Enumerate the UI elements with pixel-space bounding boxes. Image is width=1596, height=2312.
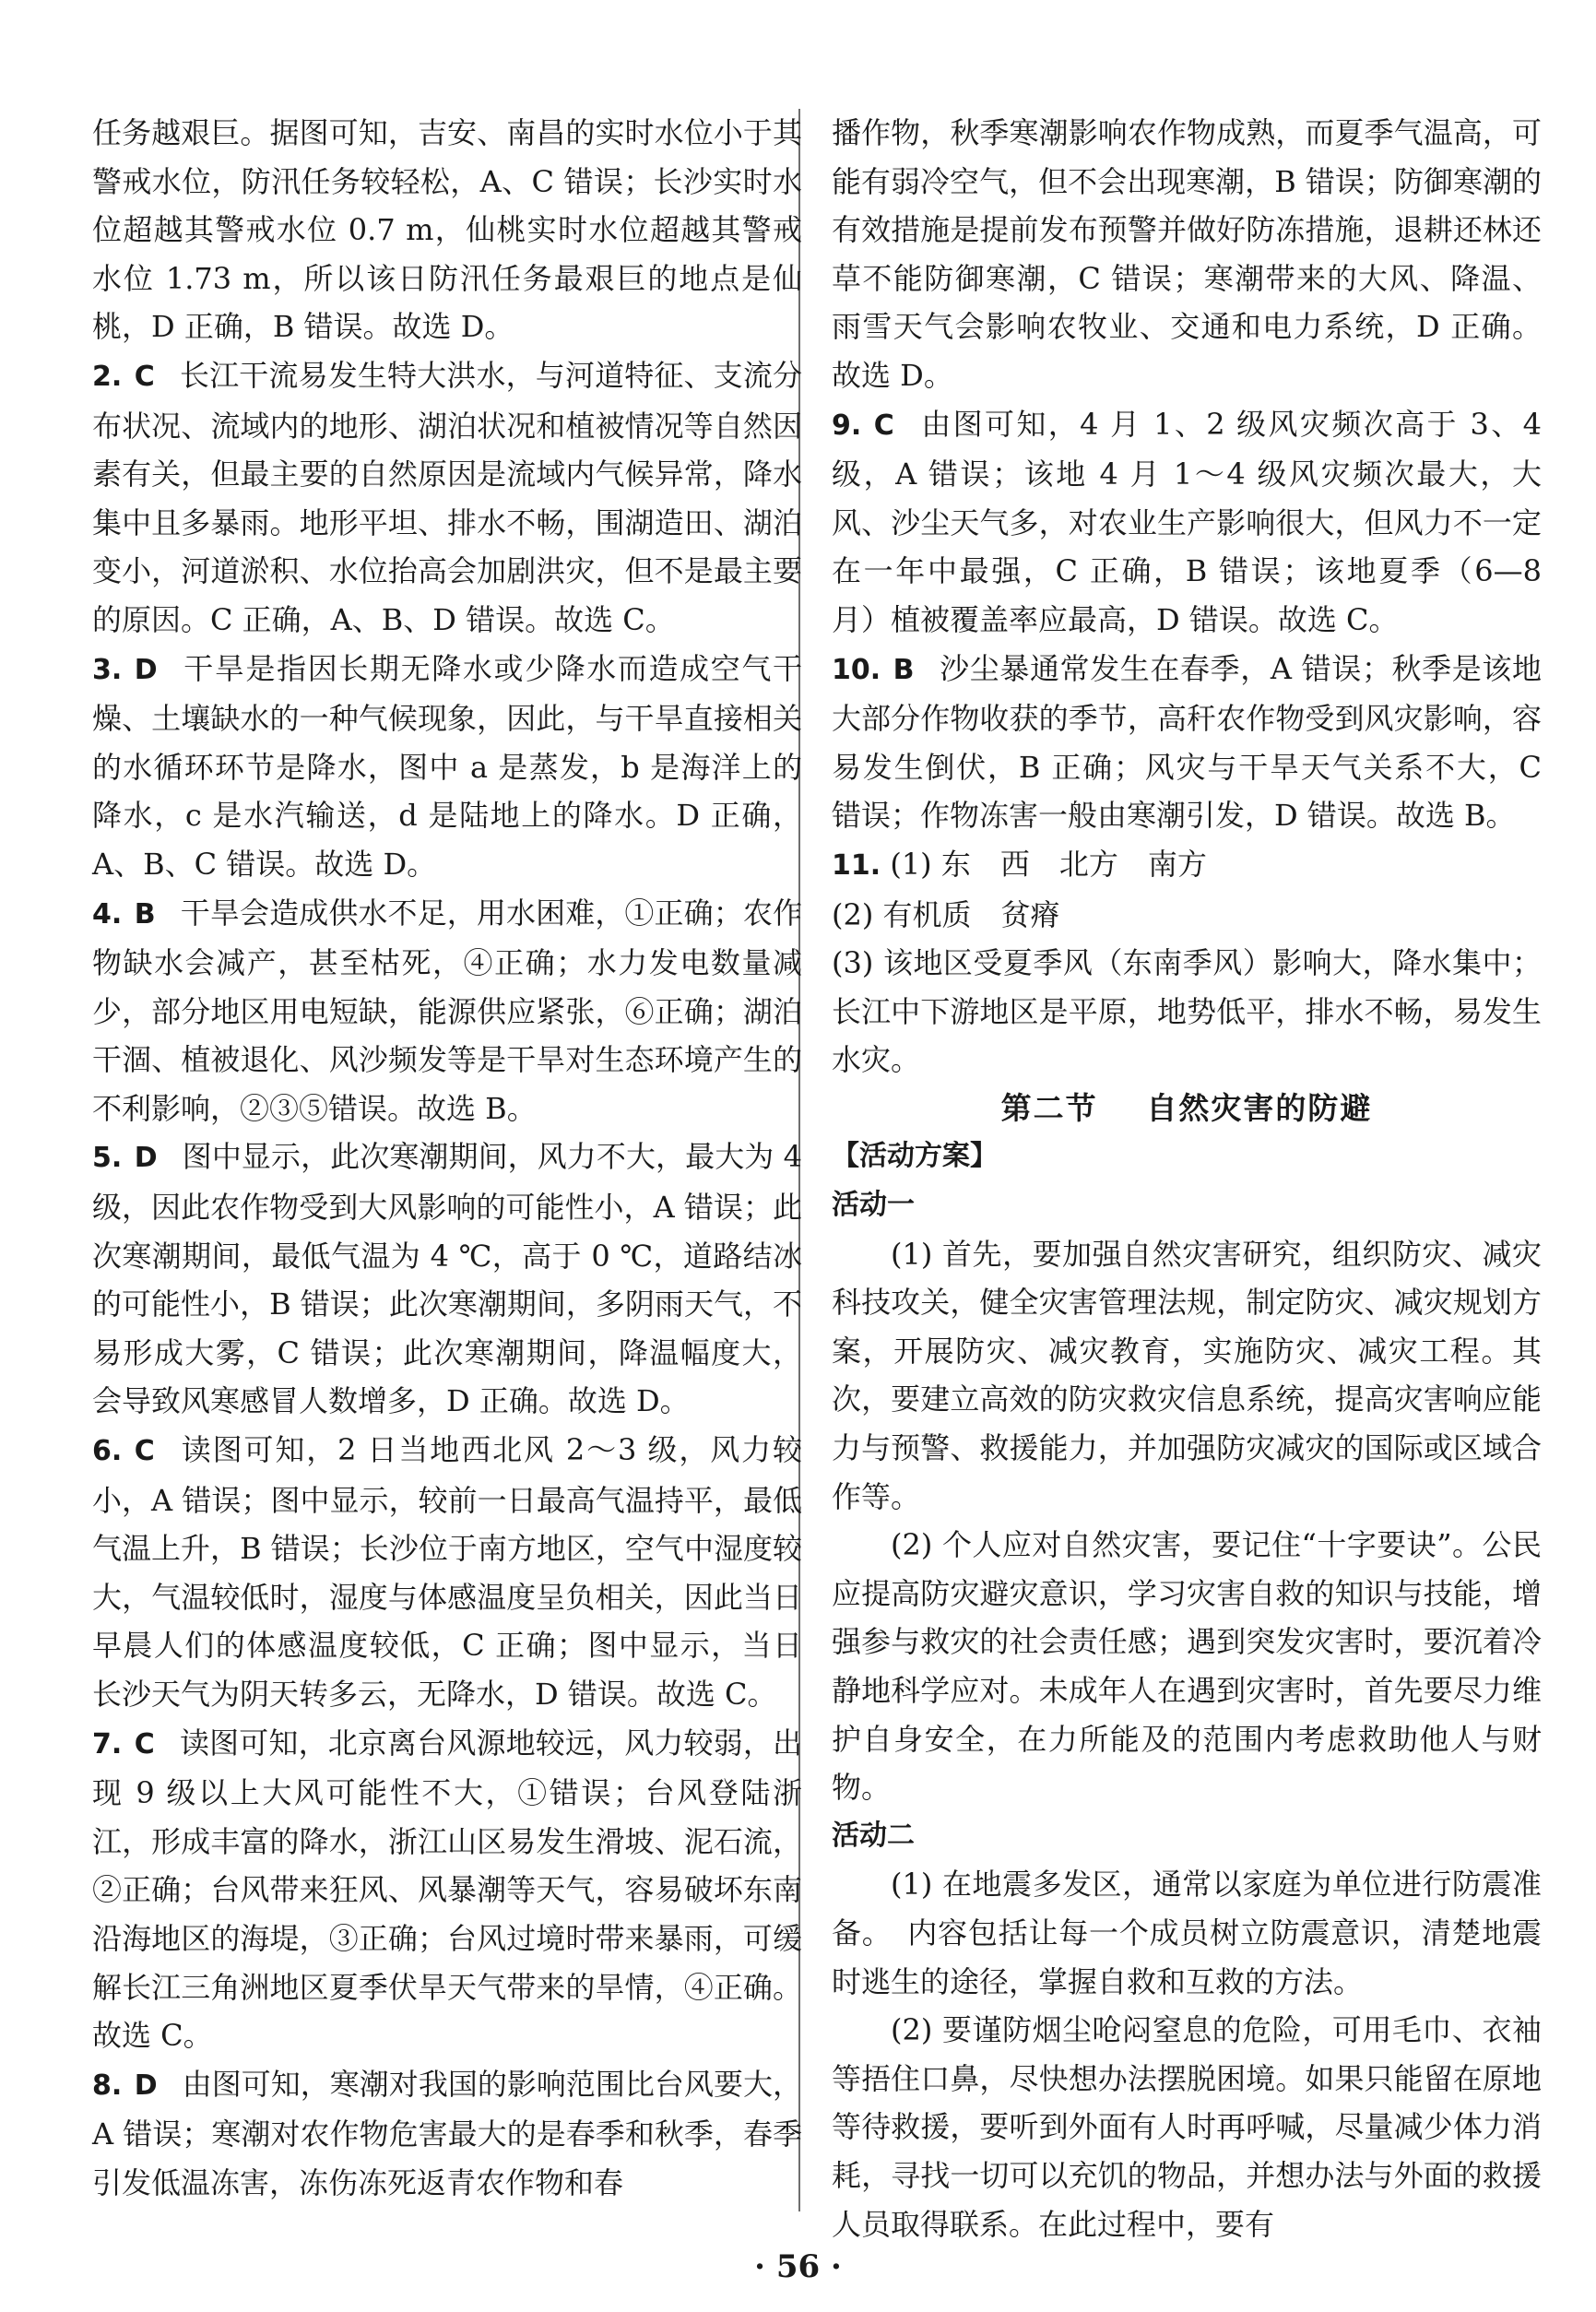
section-number: 第二节 — [1000, 1089, 1098, 1126]
answer-letter: D — [134, 2069, 158, 2102]
explanation: 由图可知，寒潮对我国的影响范围比台风要大，A 错误；寒潮对农作物危害最大的是春季和秋季，春季引发低温冻害，冻伤冻死返青农作物和春 — [92, 2066, 802, 2200]
activity-2-heading: 活动二 — [832, 1819, 915, 1852]
answer-item-5 — [92, 1132, 802, 1426]
item-number: 10. — [832, 653, 881, 686]
answer-letter: C — [134, 1435, 155, 1468]
q11-part-3: (3) 该地区受夏季风（东南季风）影响大，降水集中；长江中下游地区是平原，地势低平，排水不畅，易发生水灾。 — [832, 945, 1542, 1078]
q11-part-1: (1) 东 西 北方 南方 — [890, 846, 1207, 882]
item-number: 6. — [92, 1435, 123, 1468]
q11-part-2: (2) 有机质 贫瘠 — [832, 896, 1060, 932]
explanation: 沙尘暴通常发生在春季，A 错误；秋季是该地大部分作物收获的季节，高秆农作物受到风灾影响，容易发生倒伏，B 正确；风灾与干旱天气关系不大，C 错误；作物冻害一般由寒潮引发，D 错误。故选 B。 — [832, 650, 1542, 834]
section-name: 自然灾害的防避 — [1146, 1089, 1373, 1126]
answer-item-11 — [832, 840, 1542, 891]
answer-letter: C — [134, 360, 155, 393]
activity-1-paragraph-1: (1) 首先，要加强自然灾害研究，组织防灾、减灾科技攻关，健全灾害管理法规，制定防灾、减灾规划方案，开展防灾、减灾教育，实施防灾、减灾工程。其次，要建立高效的防灾救灾信息系统，提高灾害响应能力与预警、救援能力，并加强防灾减灾的国际或区域合作等。 — [832, 1236, 1542, 1514]
right-continuation: 播作物，秋季寒潮影响农作物成熟，而夏季气温高，可能有弱冷空气，但不会出现寒潮，B 错误；防御寒潮的有效措施是提前发布预警并做好防冻措施，退耕还林还草不能防御寒潮，C 错误；寒潮带来的大风、降温、雨雪天气会影响农牧业、交通和电力系统，D 正确。故选 D。 — [832, 115, 1542, 393]
answer-item-3 — [92, 645, 802, 889]
item-number: 7. — [92, 1727, 123, 1761]
item-number: 3. — [92, 653, 123, 686]
item-number: 8. — [92, 2069, 123, 2102]
answer-item-2 — [92, 351, 802, 645]
explanation: 由图可知，4 月 1、2 级风灾频次高于 3、4 级，A 错误；该地 4 月 1～4 级风灾频次最大，大风、沙尘天气多，对农业生产影响很大，但风力不一定在一年中最强，C 正确，B 错误；该地夏季（6—8 月）植被覆盖率应最高，D 错误。故选 C。 — [832, 406, 1542, 637]
answer-item-9 — [832, 400, 1542, 645]
explanation: 干旱会造成供水不足，用水困难，①正确；农作物缺水会减产，甚至枯死，④正确；水力发电数量减少，部分地区用电短缺，能源供应紧张，⑥正确；湖泊干涸、植被退化、风沙频发等是干旱对生态环境产生的不利影响，②③⑤错误。故选 B。 — [92, 895, 802, 1126]
item-number: 4. — [92, 897, 123, 931]
right-column — [832, 109, 1542, 2248]
item-number: 11. — [832, 848, 881, 882]
activity-plan-heading: 【活动方案】 — [832, 1140, 998, 1173]
explanation: 读图可知，北京离台风源地较远，风力较弱，出现 9 级以上大风可能性不大，①错误；台风登陆浙江，形成丰富的降水，浙江山区易发生滑坡、泥石流，②正确；台风带来狂风、风暴潮等天气，容易破坏东南沿海地区的海堤，③正确；台风过境时带来暴雨，可缓解长江三角洲地区夏季伏旱天气带来的旱情，④正确。故选 C。 — [92, 1725, 802, 2054]
activity-1-heading: 活动一 — [832, 1189, 915, 1222]
answer-letter: C — [873, 409, 894, 442]
activity-2-paragraph-1: (1) 在地震多发区，通常以家庭为单位进行防震准备。 内容包括让每一个成员树立防震意识，清楚地震时逃生的途径，掌握自救和互救的方法。 — [832, 1867, 1542, 1999]
page-number: · 56 · — [754, 2248, 842, 2285]
answer-item-4 — [92, 889, 802, 1133]
explanation: 图中显示，此次寒潮期间，风力不大，最大为 4 级，因此农作物受到大风影响的可能性小，A 错误；此次寒潮期间，最低气温为 4 ℃，高于 0 ℃，道路结冰的可能性小，B 错误；此次寒潮期间，多阴雨天气，不易形成大雾，C 错误；此次寒潮期间，降温幅度大，会导致风寒感冒人数增多，D 正确。故选 D。 — [92, 1139, 802, 1419]
activity-2-paragraph-2: (2) 要谨防烟尘呛闷窒息的危险，可用毛巾、衣袖等捂住口鼻，尽快想办法摆脱困境。如果只能留在原地等待救援，要听到外面有人时再呼喊，尽量减少体力消耗，寻找一切可以充饥的物品，并想办法与外面的救援人员取得联系。在此过程中，要有 — [832, 2012, 1542, 2242]
explanation: 干旱是指因长期无降水或少降水而造成空气干燥、土壤缺水的一种气候现象，因此，与干旱直接相关的水循环环节是降水，图中 a 是蒸发，b 是海洋上的降水，c 是水汽输送，d 是陆地上的降水。D 正确，A、B、C 错误。故选 D。 — [92, 650, 802, 882]
item-number: 9. — [832, 409, 862, 442]
answer-letter: C — [134, 1727, 155, 1761]
item-number: 5. — [92, 1142, 123, 1175]
answer-letter: B — [134, 897, 156, 931]
answer-letter: D — [134, 1142, 158, 1175]
explanation: 长江干流易发生特大洪水，与河道特征、支流分布状况、流域内的地形、湖泊状况和植被情况等自然因素有关，但最主要的自然原因是流域内气候异常，降水集中且多暴雨。地形平坦、排水不畅，围湖造田、湖泊变小，河道淤积、水位抬高会加剧洪灾，但不是最主要的原因。C 正确，A、B、D 错误。故选 C。 — [92, 357, 802, 637]
section-title — [832, 1085, 1542, 1133]
answer-item-6 — [92, 1426, 802, 1719]
activity-1-paragraph-2: (2) 个人应对自然灾害，要记住“十字要诀”。公民应提高防灾避灾意识，学习灾害自救的知识与技能，增强参与救灾的社会责任感；遇到突发灾害时，要沉着冷静地科学应对。未成年人在遇到灾害时，首先要尽力维护自身安全，在力所能及的范围内考虑救助他人与财物。 — [832, 1527, 1542, 1806]
answer-letter: B — [893, 653, 915, 686]
explanation: 读图可知，2 日当地西北风 2～3 级，风力较小，A 错误；图中显示，较前一日最高气温持平，最低气温上升，B 错误；长沙位于南方地区，空气中湿度较大，气温较低时，湿度与体感温度呈负相关，因此当日早晨人们的体感温度较低，C 正确；图中显示，当日长沙天气为阴天转多云，无降水，D 错误。故选 C。 — [92, 1432, 802, 1712]
answer-item-10 — [832, 645, 1542, 840]
item-number: 2. — [92, 360, 123, 393]
left-continuation: 任务越艰巨。据图可知，吉安、南昌的实时水位小于其警戒水位，防汛任务较轻松，A、C 错误；长沙实时水位超越其警戒水位 0.7 m，仙桃实时水位超越其警戒水位 1.73 m，所以该日防汛任务最艰巨的地点是仙桃，D 正确，B 错误。故选 D。 — [92, 115, 802, 345]
left-column — [92, 109, 802, 2208]
answer-item-8 — [92, 2060, 802, 2208]
answer-letter: D — [134, 653, 158, 686]
answer-item-7 — [92, 1719, 802, 2060]
